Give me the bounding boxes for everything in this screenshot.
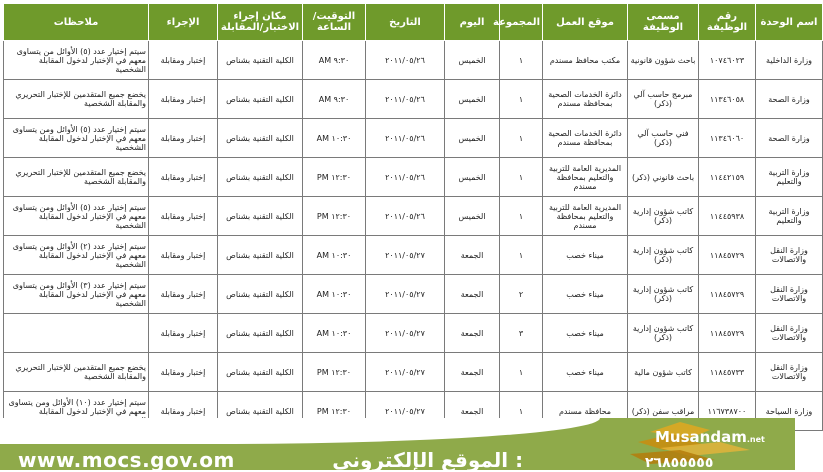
cell-date: ٢٠١١/٠٥/٢٧	[366, 236, 445, 275]
cell-notes: سيتم إختيار عدد (٥) الأوائل ومن يتساوى معهم في الإختبار لدخول المقابلة الشخصية	[4, 197, 149, 236]
cell-notes	[4, 314, 149, 353]
cell-date: ٢٠١١/٠٥/٢٧	[366, 353, 445, 392]
cell-work-location: ميناء خصب	[543, 353, 628, 392]
cell-date: ٢٠١١/٠٥/٢٧	[366, 275, 445, 314]
column-header-notes: ملاحظات	[4, 4, 149, 41]
cell-day: الجمعة	[445, 275, 500, 314]
cell-job-number: ١١٣٤٦٠٦٠	[699, 119, 756, 158]
cell-unit-name: وزارة النقل والاتصالات	[756, 236, 823, 275]
cell-date: ٢٠١١/٠٥/٢٦	[366, 119, 445, 158]
cell-work-location: مكتب محافظ مسندم	[543, 41, 628, 80]
table-row	[4, 119, 823, 158]
cell-job-title: كاتب شؤون إدارية (ذكر)	[628, 275, 699, 314]
cell-date: ٢٠١١/٠٥/٢٦	[366, 80, 445, 119]
cell-notes: يخضع جميع المتقدمين للإختبار التحريري والمقابلة الشخصية	[4, 353, 149, 392]
table-row	[4, 80, 823, 119]
cell-test-venue: الكلية التقنية بشناص	[218, 353, 303, 392]
cell-procedure: إختبار ومقابلة	[149, 353, 218, 392]
table-row	[4, 41, 823, 80]
cell-day: الخميس	[445, 80, 500, 119]
website-line	[18, 448, 523, 472]
cell-day: الجمعة	[445, 314, 500, 353]
cell-job-title: كاتب شؤون مالية	[628, 353, 699, 392]
cell-time: ١٠:٣٠ AM	[303, 314, 366, 353]
cell-test-venue: الكلية التقنية بشناص	[218, 119, 303, 158]
cell-procedure: إختبار ومقابلة	[149, 236, 218, 275]
table-row	[4, 314, 823, 353]
cell-time: ١٠:٣٠ AM	[303, 275, 366, 314]
cell-job-number: ١١٣٤٦٠٥٨	[699, 80, 756, 119]
cell-job-title: كاتب شؤون إدارية (ذكر)	[628, 314, 699, 353]
cell-test-venue: الكلية التقنية بشناص	[218, 158, 303, 197]
cell-job-title: كاتب شؤون إدارية (ذكر)	[628, 197, 699, 236]
table-header-row	[4, 4, 823, 41]
column-header-unit-name: اسم الوحدة	[756, 4, 823, 41]
cell-job-number: ١٠٧٤٦٠٢٣	[699, 41, 756, 80]
cell-group: ٣	[500, 314, 543, 353]
cell-group: ١	[500, 41, 543, 80]
cell-procedure: إختبار ومقابلة	[149, 314, 218, 353]
cell-unit-name: وزارة النقل والاتصالات	[756, 275, 823, 314]
cell-work-location: ميناء خصب	[543, 236, 628, 275]
cell-day: الجمعة	[445, 392, 500, 431]
table-body	[4, 41, 823, 431]
cell-unit-name: وزارة الداخلية	[756, 41, 823, 80]
cell-test-venue: الكلية التقنية بشناص	[218, 236, 303, 275]
cell-notes: يخضع جميع المتقدمين للإختبار التحريري والمقابلة الشخصية	[4, 80, 149, 119]
cell-group: ١	[500, 236, 543, 275]
cell-unit-name: وزارة السياحة	[756, 392, 823, 431]
cell-group: ١	[500, 353, 543, 392]
cell-time: ٩:٣٠ AM	[303, 41, 366, 80]
column-header-test-venue: مكان إجراء الاختبار/المقابلة	[218, 4, 303, 41]
cell-job-number: ١١٨٤٥٧٢٩	[699, 236, 756, 275]
cell-time: ١٢:٣٠ PM	[303, 353, 366, 392]
cell-date: ٢٠١١/٠٥/٢٧	[366, 392, 445, 431]
cell-unit-name: وزارة التربية والتعليم	[756, 197, 823, 236]
cell-procedure: إختبار ومقابلة	[149, 119, 218, 158]
cell-work-location: المديرية العامة للتربية والتعليم بمحافظة مسندم	[543, 158, 628, 197]
cell-unit-name: وزارة التربية والتعليم	[756, 158, 823, 197]
cell-day: الخميس	[445, 41, 500, 80]
phone-number: ٢٦٨٥٥٥٥٥	[645, 455, 714, 471]
cell-notes: سيتم إختيار عدد (٢) الأوائل ومن يتساوى معهم في الإختبار لدخول المقابلة الشخصية	[4, 236, 149, 275]
cell-work-location: المديرية العامة للتربية والتعليم بمحافظة مسندم	[543, 197, 628, 236]
cell-date: ٢٠١١/٠٥/٢٦	[366, 41, 445, 80]
cell-job-number: ١١٨٤٥٧٢٩	[699, 314, 756, 353]
cell-notes: سيتم إختيار عدد (٥) الأوائل ومن يتساوى معهم في الإختبار لدخول المقابلة الشخصية	[4, 119, 149, 158]
column-header-date: التاريخ	[366, 4, 445, 41]
cell-work-location: ميناء خصب	[543, 275, 628, 314]
table-row	[4, 236, 823, 275]
cell-job-title: مراقب سفن (ذكر)	[628, 392, 699, 431]
cell-test-venue: الكلية التقنية بشناص	[218, 80, 303, 119]
cell-unit-name: وزارة الصحة	[756, 119, 823, 158]
cell-day: الخميس	[445, 119, 500, 158]
cell-work-location: محافظة مسندم	[543, 392, 628, 431]
cell-test-venue: الكلية التقنية بشناص	[218, 197, 303, 236]
cell-day: الجمعة	[445, 236, 500, 275]
cell-day: الجمعة	[445, 353, 500, 392]
cell-job-title: فني حاسب آلي (ذكر)	[628, 119, 699, 158]
cell-test-venue: الكلية التقنية بشناص	[218, 41, 303, 80]
website-url[interactable]: www.mocs.gov.om	[18, 448, 235, 472]
cell-work-location: ميناء خصب	[543, 314, 628, 353]
cell-notes: يخضع جميع المتقدمين للإختبار التحريري والمقابلة الشخصية	[4, 158, 149, 197]
cell-day: الخميس	[445, 158, 500, 197]
cell-notes: سيتم إختيار عدد (٥) الأوائل من يتساوى معهم في الإختبار لدخول المقابلة الشخصية	[4, 41, 149, 80]
cell-work-location: دائرة الخدمات الصحية بمحافظة مسندم	[543, 119, 628, 158]
cell-procedure: إختبار ومقابلة	[149, 41, 218, 80]
cell-test-venue: الكلية التقنية بشناص	[218, 275, 303, 314]
table-row	[4, 158, 823, 197]
cell-procedure: إختبار ومقابلة	[149, 158, 218, 197]
column-header-day: اليوم	[445, 4, 500, 41]
column-header-job-number: رقم الوظيفة	[699, 4, 756, 41]
cell-group: ١	[500, 80, 543, 119]
cell-group: ١	[500, 392, 543, 431]
job-schedule-table	[3, 3, 823, 431]
cell-time: ١٢:٣٠ PM	[303, 197, 366, 236]
cell-unit-name: وزارة الصحة	[756, 80, 823, 119]
cell-time: ١٠:٣٠ AM	[303, 119, 366, 158]
logo-tld: .net	[746, 435, 765, 444]
website-label: الموقع الإلكتروني :	[332, 448, 524, 472]
cell-procedure: إختبار ومقابلة	[149, 80, 218, 119]
cell-procedure: إختبار ومقابلة	[149, 197, 218, 236]
column-header-group: المجموعة	[500, 4, 543, 41]
cell-time: ١٢:٣٠ PM	[303, 158, 366, 197]
cell-notes: سيتم إختيار عدد (٣) الأوائل ومن يتساوى معهم في الإختبار لدخول المقابلة الشخصية	[4, 275, 149, 314]
cell-procedure: إختبار ومقابلة	[149, 392, 218, 431]
cell-unit-name: وزارة النقل والاتصالات	[756, 353, 823, 392]
cell-unit-name: وزارة النقل والاتصالات	[756, 314, 823, 353]
cell-job-title: كاتب شؤون إدارية (ذكر)	[628, 236, 699, 275]
cell-group: ٢	[500, 275, 543, 314]
table-row	[4, 353, 823, 392]
cell-job-number: ١١٦٧٣٨٧٠٠	[699, 392, 756, 431]
cell-date: ٢٠١١/٠٥/٢٧	[366, 314, 445, 353]
logo-text	[655, 428, 765, 446]
cell-job-number: ١١٤٤٢١٥٩	[699, 158, 756, 197]
cell-test-venue: الكلية التقنية بشناص	[218, 392, 303, 431]
cell-procedure: إختبار ومقابلة	[149, 275, 218, 314]
column-header-procedure: الإجراء	[149, 4, 218, 41]
cell-job-number: ١١٨٤٥٧٢٩	[699, 275, 756, 314]
cell-job-number: ١١٨٤٥٧٣٣	[699, 353, 756, 392]
column-header-work-location: موقع العمل	[543, 4, 628, 41]
column-header-job-title: مسمى الوظيفة	[628, 4, 699, 41]
cell-time: ١٢:٣٠ PM	[303, 392, 366, 431]
cell-time: ٩:٣٠ AM	[303, 80, 366, 119]
cell-group: ١	[500, 197, 543, 236]
cell-test-venue: الكلية التقنية بشناص	[218, 314, 303, 353]
cell-job-title: باحث شؤون قانونية	[628, 41, 699, 80]
cell-group: ١	[500, 158, 543, 197]
cell-time: ١٠:٣٠ AM	[303, 236, 366, 275]
table-row	[4, 197, 823, 236]
cell-notes: سيتم إختيار عدد (١٠) الأوائل ومن يتساوى معهم في الإختبار لدخول المقابلة	[4, 392, 149, 431]
table-row	[4, 275, 823, 314]
cell-day: الخميس	[445, 197, 500, 236]
cell-work-location: دائرة الخدمات الصحية بمحافظة مسندم	[543, 80, 628, 119]
cell-job-title: مبرمج حاسب آلي (ذكر)	[628, 80, 699, 119]
cell-date: ٢٠١١/٠٥/٢٦	[366, 197, 445, 236]
cell-job-number: ١١٤٤٥٩٣٨	[699, 197, 756, 236]
cell-job-title: باحث قانوني (ذكر)	[628, 158, 699, 197]
cell-group: ١	[500, 119, 543, 158]
logo-name: Musandam	[655, 428, 747, 446]
cell-date: ٢٠١١/٠٥/٢٦	[366, 158, 445, 197]
column-header-time: التوقيت/ الساعة	[303, 4, 366, 41]
